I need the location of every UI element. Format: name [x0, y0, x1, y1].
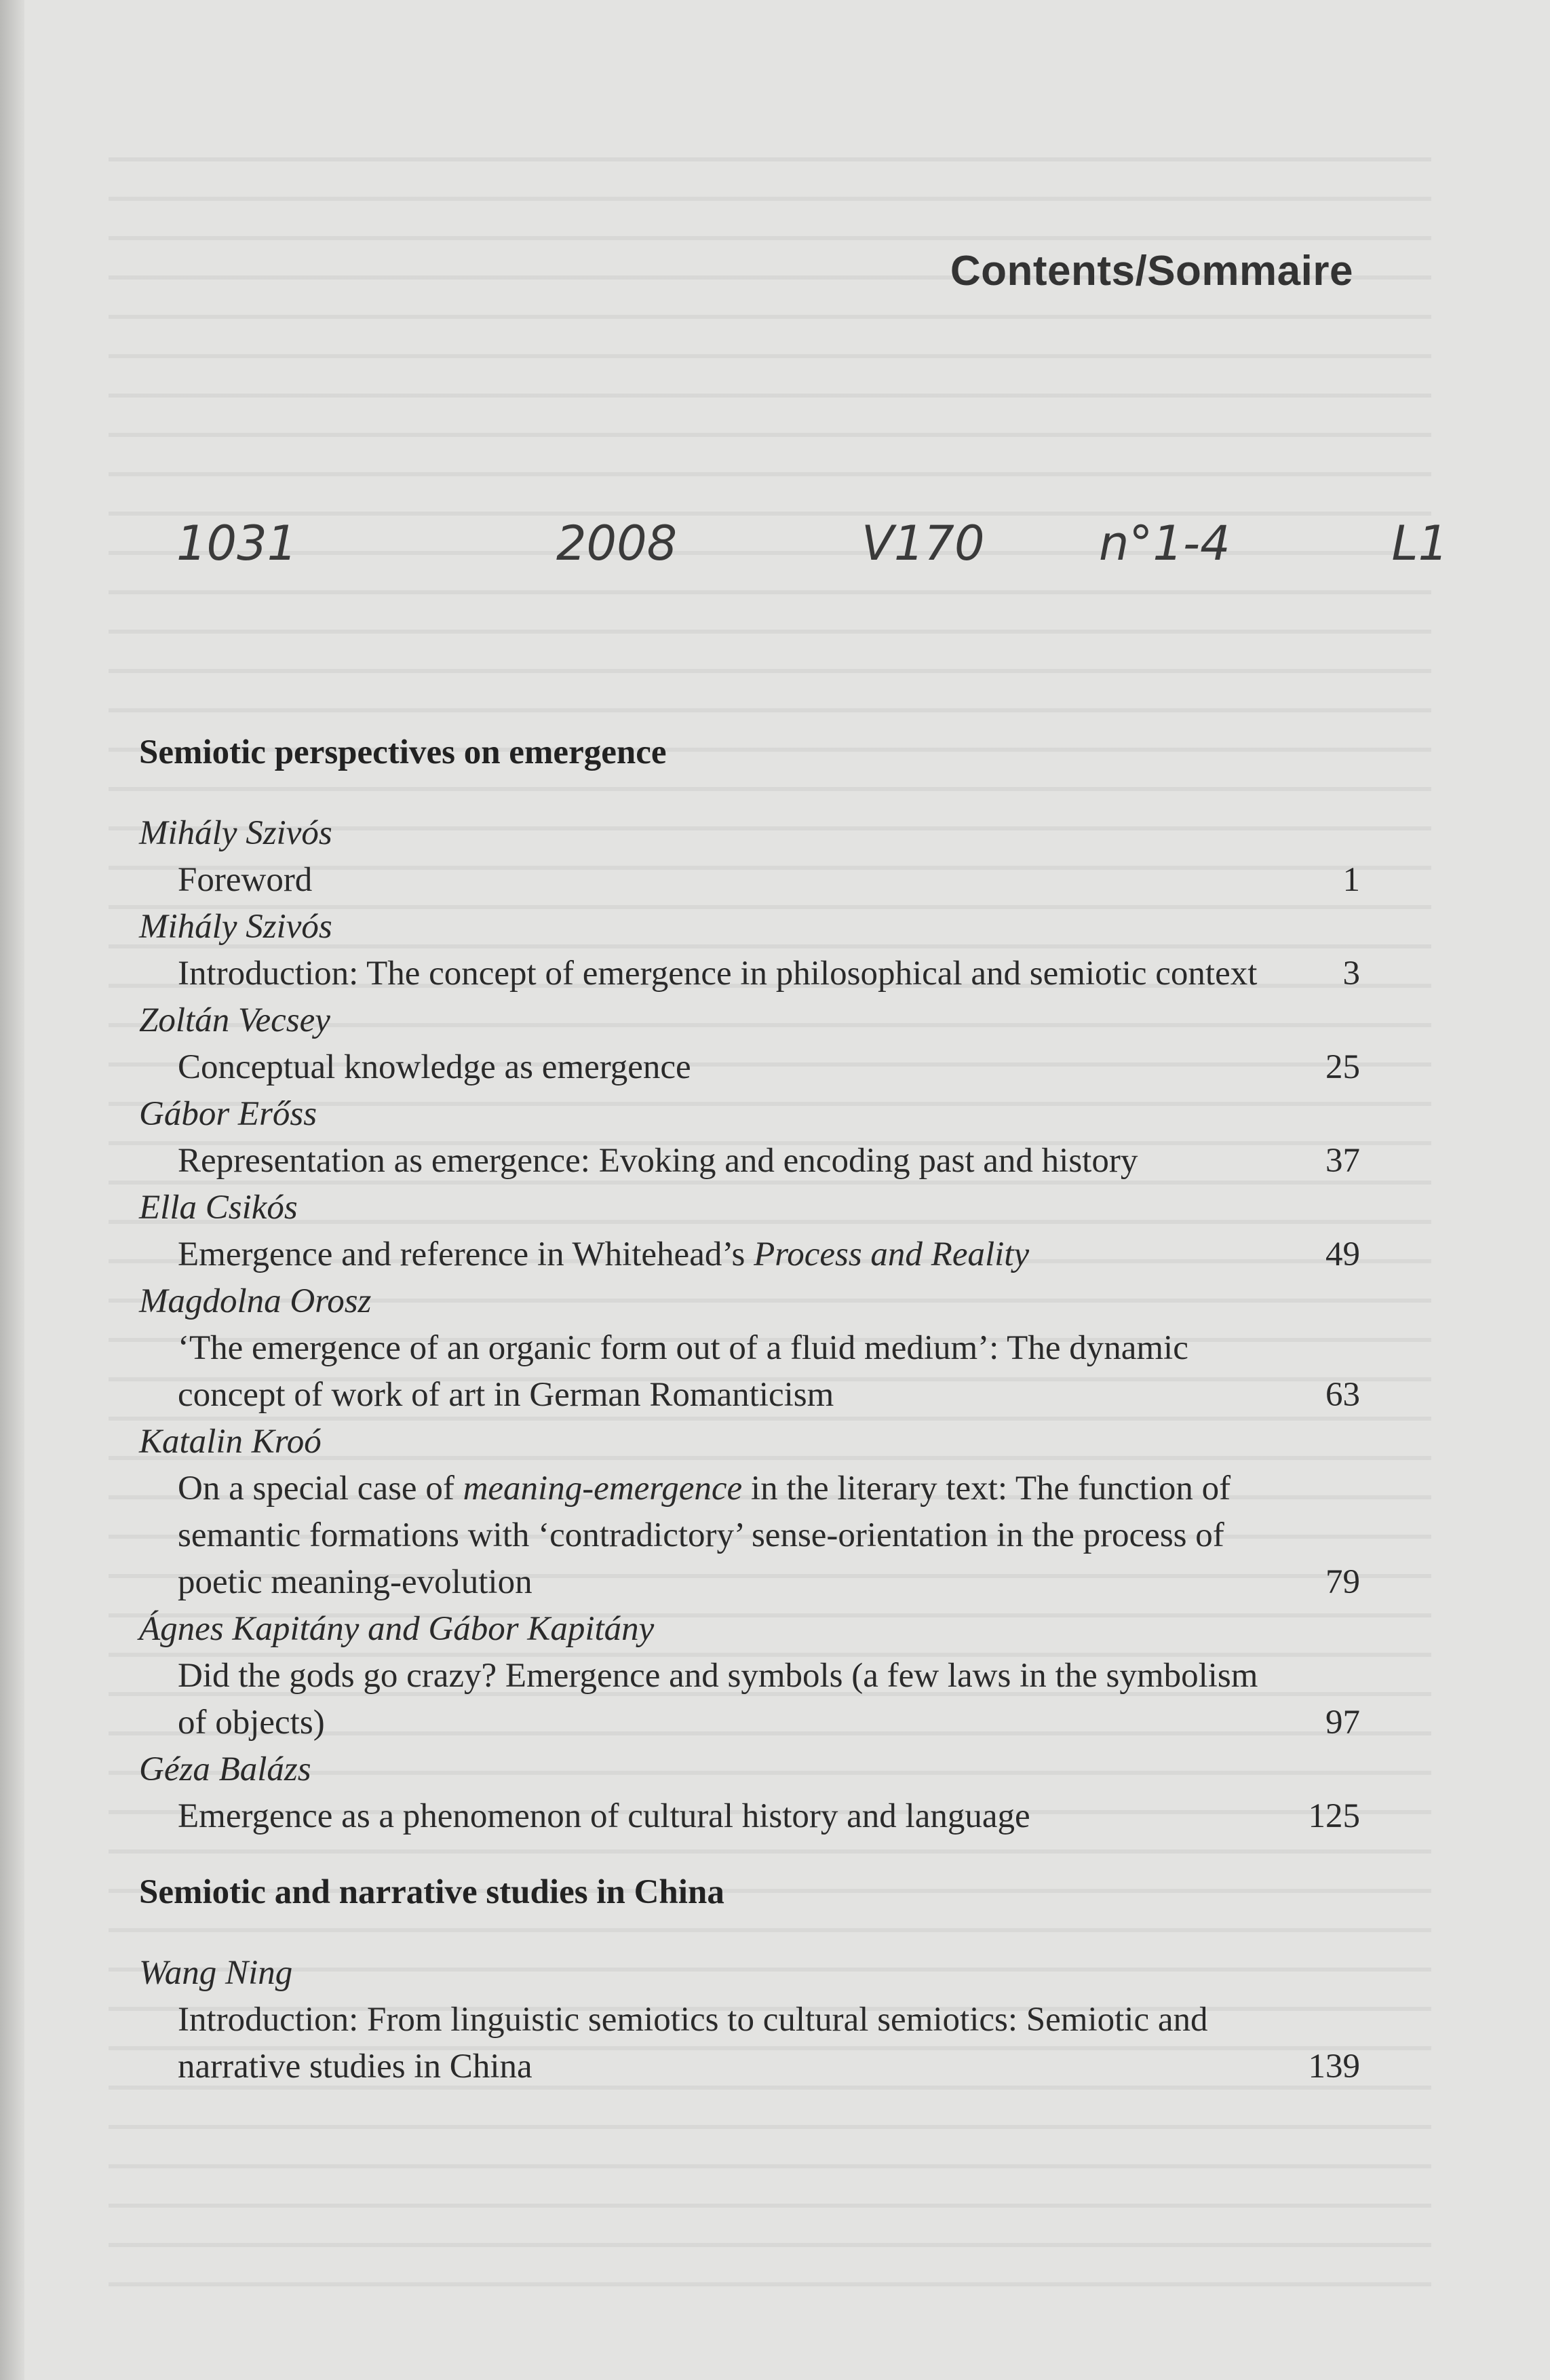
toc-entry[interactable] [178, 951, 1360, 997]
entry-author: Wang Ning [139, 1954, 293, 1992]
entry-title-italic: meaning-emergence [463, 1470, 743, 1508]
page-number: 37 [1325, 1142, 1360, 1180]
entry-author: Mihály Szivós [139, 908, 332, 946]
section-title: Semiotic perspectives on emergence [139, 733, 667, 771]
entry-title: Emergence and reference in Whitehead’s [178, 1235, 754, 1273]
handwritten-annotation [176, 516, 1448, 577]
page-number: 1 [1342, 861, 1360, 899]
entry-title: Foreword [178, 861, 313, 899]
table-of-contents [139, 733, 1360, 2090]
entry-author: Zoltán Vecsey [139, 1001, 330, 1039]
handwritten-note: L1 [1391, 516, 1448, 571]
toc-entry[interactable] [178, 1138, 1360, 1185]
toc-entry[interactable] [178, 1653, 1360, 1746]
page-edge-shadow [0, 0, 24, 2380]
toc-entry[interactable] [178, 1325, 1360, 1419]
toc-entry[interactable] [178, 1231, 1360, 1278]
page-number: 97 [1325, 1704, 1360, 1742]
entry-title: Did the gods go crazy? Emergence and symbols (a few laws in the symbolism of objects) [178, 1657, 1258, 1742]
section-title: Semiotic and narrative studies in China [139, 1873, 724, 1911]
toc-entry[interactable] [178, 1465, 1360, 1606]
entry-title: Conceptual knowledge as emergence [178, 1048, 691, 1086]
entry-author: Ella Csikós [139, 1189, 298, 1227]
handwritten-note: n°1-4 [1099, 516, 1231, 571]
page-number: 79 [1325, 1563, 1360, 1601]
page-number: 139 [1308, 2048, 1360, 2086]
entry-author: Mihály Szivós [139, 814, 332, 852]
toc-entry[interactable] [178, 857, 1360, 904]
entry-title: in the literary text: The function of semantic formations with ‘contradictory’ sense-orientation in the process of poetic meaning-evolution [178, 1470, 1231, 1601]
toc-entry[interactable] [178, 1997, 1360, 2090]
handwritten-note: 2008 [556, 516, 678, 571]
page-number: 3 [1342, 955, 1360, 993]
entry-title: On a special case of [178, 1470, 463, 1508]
entry-author: Géza Balázs [139, 1750, 311, 1788]
entry-title: Introduction: The concept of emergence in philosophical and semiotic context [178, 955, 1258, 993]
entry-title-italic: Process and Reality [754, 1235, 1030, 1273]
entry-title: Emergence as a phenomenon of cultural history and language [178, 1797, 1030, 1835]
toc-entry[interactable] [178, 1793, 1360, 1840]
handwritten-note: V170 [861, 516, 985, 571]
toc-entry[interactable] [178, 1044, 1360, 1091]
handwritten-note: 1031 [176, 516, 298, 571]
entry-author: Ágnes Kapitány and Gábor Kapitány [139, 1610, 655, 1648]
page-title: Contents/Sommaire [950, 247, 1353, 294]
page-number: 63 [1325, 1376, 1360, 1414]
entry-author: Magdolna Orosz [139, 1282, 372, 1320]
entry-author: Gábor Erőss [139, 1095, 317, 1133]
entry-author: Katalin Kroó [139, 1423, 322, 1461]
page-number: 125 [1308, 1797, 1360, 1835]
page-number: 49 [1325, 1235, 1360, 1273]
entry-title: ‘The emergence of an organic form out of a fluid medium’: The dynamic concept of work of art in German Romanticism [178, 1329, 1188, 1414]
entry-title: Representation as emergence: Evoking and encoding past and history [178, 1142, 1138, 1180]
page-number: 25 [1325, 1048, 1360, 1086]
entry-title: Introduction: From linguistic semiotics to cultural semiotics: Semiotic and narrative studies in China [178, 2001, 1208, 2086]
